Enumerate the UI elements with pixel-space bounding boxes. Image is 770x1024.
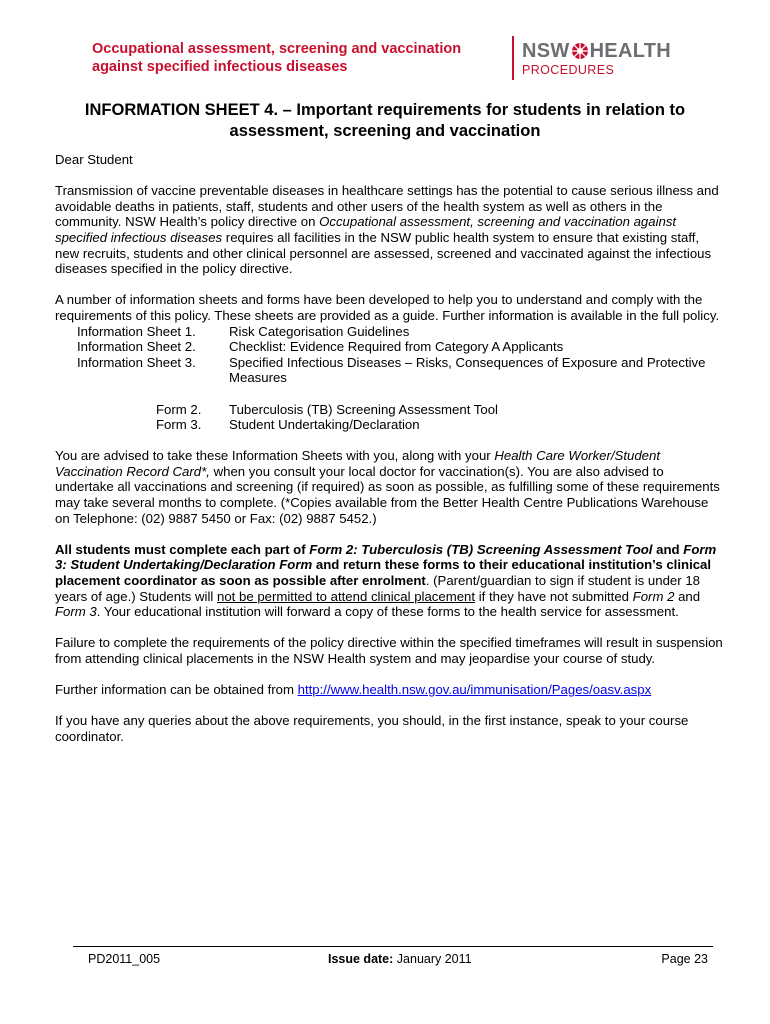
page-number: Page 23 bbox=[661, 952, 708, 966]
paragraph-failure: Failure to complete the requirements of the policy directive within the specified timeframes will result in suspension from attending clinical placements in the NSW Health system and may jeopardise your course of study. bbox=[55, 635, 723, 666]
form-2-ref: Form 2 bbox=[632, 588, 675, 604]
page-title-line-1: INFORMATION SHEET 4. – Important requirements for students in relation to bbox=[84, 101, 686, 119]
form-list bbox=[156, 402, 723, 433]
list-item bbox=[77, 355, 723, 386]
logo-procedures: PROCEDURES bbox=[522, 63, 615, 77]
paragraph-info-sheets: A number of information sheets and forms have been developed to help you to understand and comply with the requirements of this policy. These sheets are provided as a guide. Further information is available in the full policy. bbox=[55, 292, 720, 323]
issue-date-value: January 2011 bbox=[393, 952, 472, 966]
further-info-text: Further information can be obtained from bbox=[55, 682, 298, 698]
para4-text-d: . Your educational institution will forward a copy of these forms to the health service for assessment. bbox=[96, 604, 679, 620]
para4-bold-b: and bbox=[652, 541, 684, 557]
nsw-health-logo bbox=[522, 40, 671, 62]
form-label: Form 2. bbox=[156, 401, 202, 417]
form-3-ref: Form 3 bbox=[55, 604, 97, 620]
paragraph-transmission bbox=[55, 183, 723, 277]
para4-text-b: if they have not submitted bbox=[475, 588, 633, 604]
sheet-desc: Specified Infectious Diseases – Risks, Consequences of Exposure and Protective Measures bbox=[229, 354, 706, 386]
info-sheet-list bbox=[77, 324, 723, 386]
header-title bbox=[92, 40, 502, 76]
page-title-line-2: assessment, screening and vaccination bbox=[229, 122, 541, 140]
form-desc: Student Undertaking/Declaration bbox=[229, 417, 420, 433]
sheet-label: Information Sheet 1. bbox=[77, 323, 196, 339]
list-item bbox=[156, 402, 723, 418]
sheet-label: Information Sheet 2. bbox=[77, 339, 196, 355]
waratah-icon bbox=[571, 42, 589, 60]
salutation: Dear Student bbox=[55, 152, 133, 167]
sheet-label: Information Sheet 3. bbox=[77, 354, 196, 370]
paragraph-requirements bbox=[55, 542, 723, 620]
sheet-desc: Checklist: Evidence Required from Category A Applicants bbox=[229, 339, 564, 355]
form-desc: Tuberculosis (TB) Screening Assessment Tool bbox=[229, 401, 498, 417]
list-item bbox=[77, 339, 723, 355]
immunisation-link[interactable]: http://www.health.nsw.gov.au/immunisation/Pages/oasv.aspx bbox=[297, 682, 652, 698]
list-item bbox=[77, 324, 723, 340]
record-card-title: Health Care Worker/Student Vaccination Record Card*, bbox=[55, 448, 661, 479]
issue-date-label: Issue date: bbox=[328, 952, 394, 966]
form-2-title: Form 2: Tuberculosis (TB) Screening Assessment Tool bbox=[309, 541, 653, 557]
sheet-desc: Risk Categorisation Guidelines bbox=[229, 323, 410, 339]
logo-text-nsw: NSW bbox=[522, 40, 570, 62]
paragraph-advice bbox=[55, 448, 723, 526]
para4-text-c: and bbox=[674, 588, 701, 604]
para4-text-a: . (Parent/guardian to sign if student is under 18 years of age.) Students will bbox=[55, 573, 700, 604]
list-item bbox=[156, 417, 723, 433]
doc-id: PD2011_005 bbox=[88, 952, 161, 966]
page-title bbox=[40, 100, 730, 142]
para3-text-a: You are advised to take these Information Sheets with you, along with your bbox=[55, 448, 495, 464]
header-title-line-2: against specified infectious diseases bbox=[92, 59, 348, 75]
policy-directive-title: Occupational assessment, screening and vaccination against specified infectious diseases bbox=[55, 214, 677, 245]
footer-divider bbox=[73, 946, 713, 947]
issue-date bbox=[328, 952, 472, 966]
not-permitted-text: not be permitted to attend clinical placement bbox=[217, 588, 476, 604]
para1-text-b: requires all facilities in the NSW public health system to ensure that existing staff, new recruits, students and other clinical personnel are assessed, screened and vaccinated against the infectious diseases specified in the policy directive. bbox=[55, 229, 712, 277]
para4-bold-a: All students must complete each part of bbox=[55, 541, 310, 557]
form-3-title: Form 3: Student Undertaking/Declaration Form bbox=[55, 541, 717, 573]
paragraph-queries: If you have any queries about the above requirements, you should, in the first instance, speak to your course coordinator. bbox=[55, 713, 689, 744]
para3-text-b: when you consult your local doctor for vaccination(s). You are also advised to undertake all vaccinations and screening (if required) as soon as possible, as fulfilling some of these requirements may take several months to complete. (*Copies available from the Better Health Centre Publications Warehouse on Telephone: (02) 9887 5450 or Fax: (02) 9887 5452.) bbox=[55, 463, 720, 526]
para4-bold-c: and return these forms to their educational institution’s clinical placement coordinator as soon as possible after enrolment bbox=[55, 557, 712, 589]
logo-text-health: HEALTH bbox=[589, 40, 671, 62]
document-body bbox=[55, 152, 723, 760]
para1-text-a: Transmission of vaccine preventable diseases in healthcare settings has the potential to cause serious illness and avoidable deaths in patients, staff, students and other users of the health system as well as others in the community. NSW Health’s policy directive on bbox=[55, 183, 719, 230]
paragraph-further-info bbox=[55, 682, 723, 698]
form-label: Form 3. bbox=[156, 417, 202, 433]
header-title-line-1: Occupational assessment, screening and vaccination bbox=[92, 41, 462, 57]
header-divider bbox=[512, 36, 514, 80]
